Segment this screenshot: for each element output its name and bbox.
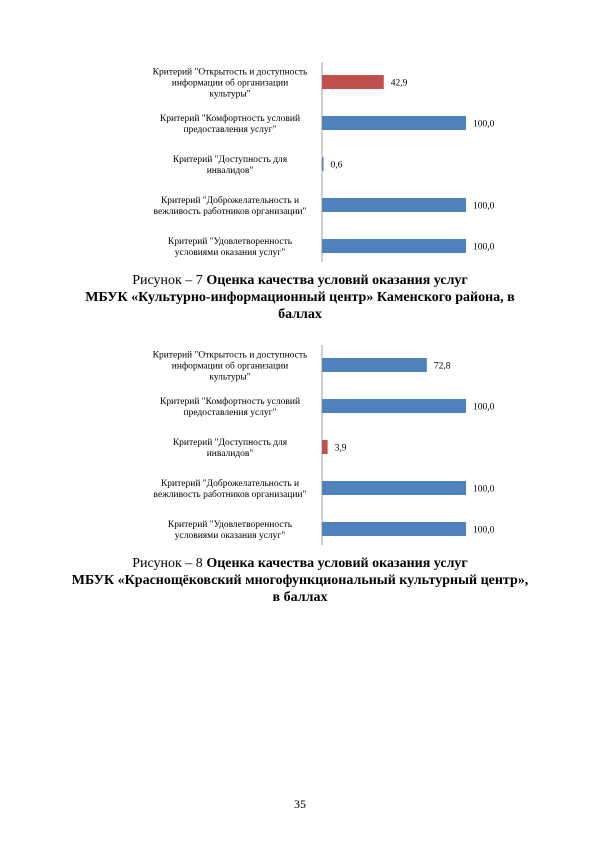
bar	[322, 198, 466, 212]
bar	[322, 399, 466, 413]
bar	[322, 157, 324, 171]
figure-8-title-line3: в баллах	[272, 590, 328, 605]
data-label: 100,0	[473, 119, 495, 130]
figure-8-title-line2: МБУК «Краснощёковский многофункциональный культурный центр»,	[71, 573, 529, 588]
bar	[322, 481, 466, 495]
data-label: 100,0	[473, 525, 495, 536]
category-label: Критерий "Удовлетворенность условиями оказания услуг"	[167, 237, 293, 258]
bar	[322, 116, 466, 130]
bar	[322, 75, 384, 89]
figure-7-title-line1: Оценка качества условий оказания услуг	[206, 273, 468, 288]
category-label: Критерий "Открытость и доступность информации об организации культуры"	[152, 350, 308, 383]
chart-2-plot	[0, 345, 600, 545]
data-label: 0,6	[330, 160, 343, 171]
chart-2	[0, 345, 600, 545]
bar	[322, 358, 427, 372]
data-label: 72,8	[433, 361, 451, 372]
figure-7-number: Рисунок – 7	[132, 273, 203, 288]
figure-8-number: Рисунок – 8	[132, 556, 203, 571]
figure-7-caption	[0, 272, 600, 323]
category-label: Критерий "Доступность для инвалидов"	[172, 155, 288, 176]
data-label: 3,9	[334, 443, 347, 454]
category-label: Критерий "Доступность для инвалидов"	[172, 438, 288, 459]
category-label: Критерий "Комфортность условий предоставления услуг"	[159, 397, 301, 418]
data-label: 42,9	[390, 78, 408, 89]
bar	[322, 522, 466, 536]
bar	[322, 440, 328, 454]
category-label: Критерий "Доброжелательность и вежливость работников организации"	[153, 196, 307, 217]
figure-7-title-line2: МБУК «Культурно-информационный центр» Каменского района, в	[85, 290, 515, 305]
bar	[322, 239, 466, 253]
figure-8-title-line1: Оценка качества условий оказания услуг	[206, 556, 468, 571]
category-label: Критерий "Доброжелательность и вежливость работников организации"	[153, 479, 307, 500]
category-label: Критерий "Удовлетворенность условиями оказания услуг"	[167, 520, 293, 541]
chart-1-plot	[0, 62, 600, 262]
category-label: Критерий "Открытость и доступность информации об организации культуры"	[152, 67, 308, 100]
data-label: 100,0	[473, 201, 495, 212]
figure-7-title-line3: баллах	[278, 307, 322, 322]
figure-8-caption	[0, 555, 600, 606]
page-number: 35	[294, 797, 306, 811]
chart-1	[0, 62, 600, 262]
data-label: 100,0	[473, 402, 495, 413]
category-label: Критерий "Комфортность условий предоставления услуг"	[159, 114, 301, 135]
data-label: 100,0	[473, 242, 495, 253]
data-label: 100,0	[473, 484, 495, 495]
